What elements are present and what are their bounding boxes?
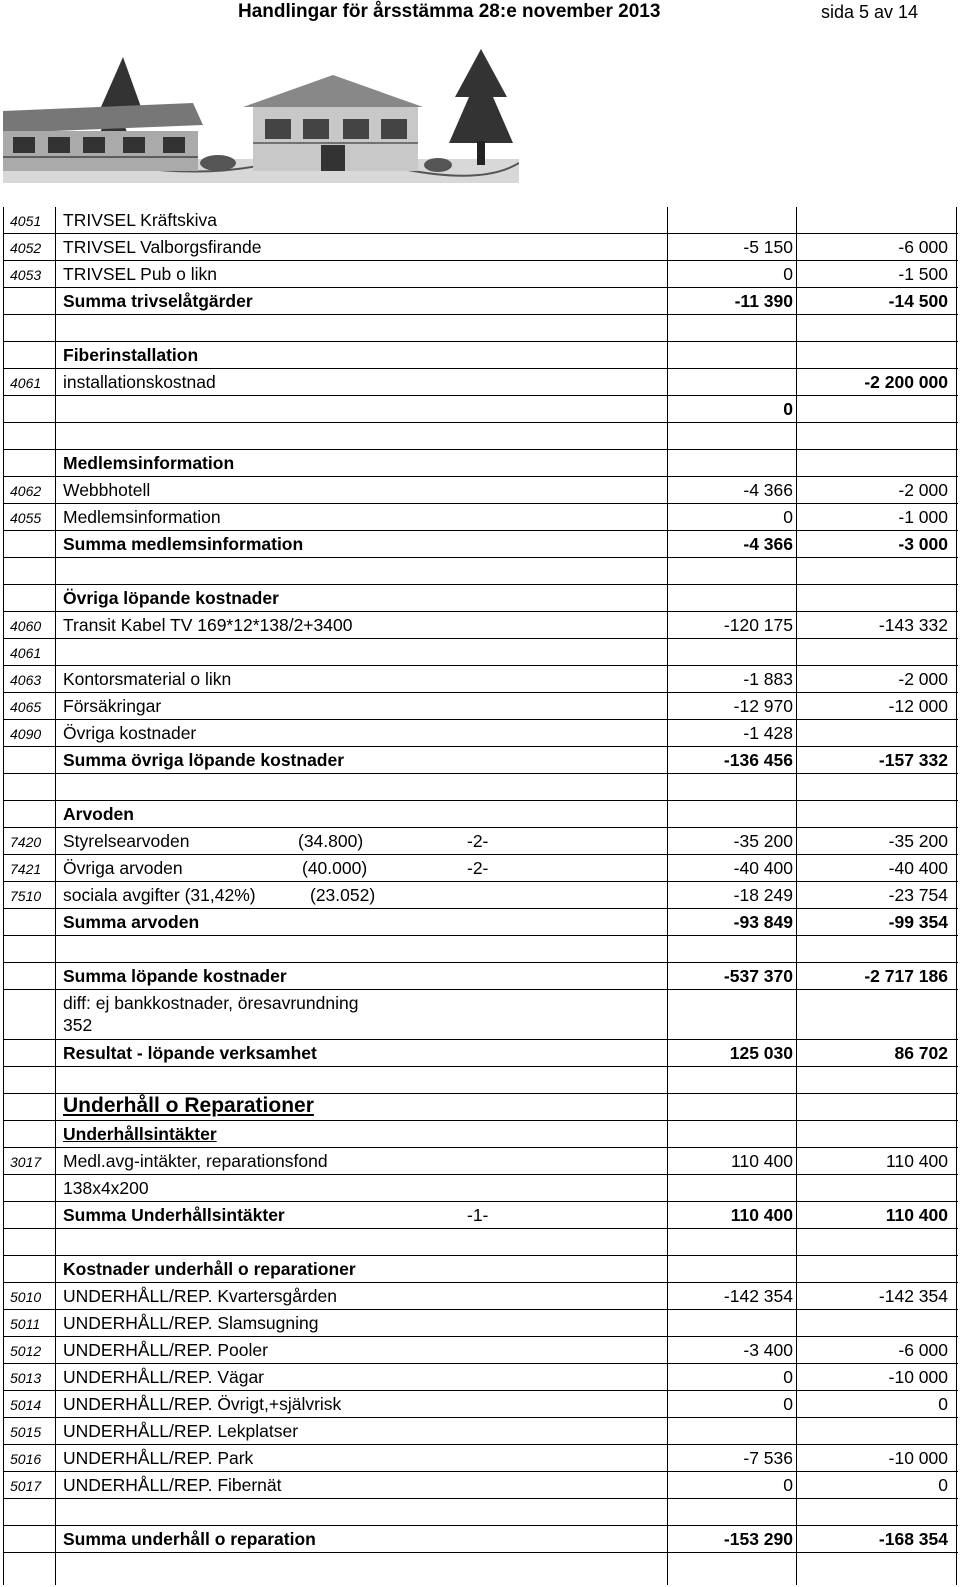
row-description: TRIVSEL Pub o likn: [63, 264, 218, 284]
table-row: [3, 1472, 958, 1499]
account-code: 4062: [10, 483, 42, 499]
outcome-value: 110 400: [730, 1205, 793, 1225]
row-description: Kostnader underhåll o reparationer: [63, 1259, 356, 1279]
table-row: [3, 1418, 958, 1445]
account-code: 7510: [10, 888, 42, 904]
table-row: [3, 1148, 958, 1175]
budget-value: 0: [938, 1475, 948, 1495]
table-row: [3, 207, 958, 234]
budget-value: -14 500: [888, 291, 948, 311]
budget-value: -143 332: [878, 615, 948, 635]
outcome-value: 0: [783, 1367, 793, 1387]
outcome-value: -11 390: [734, 291, 793, 311]
row-description: Övriga löpande kostnader: [63, 588, 279, 608]
row-description: UNDERHÅLL/REP. Slamsugning: [63, 1313, 319, 1333]
account-code: 4063: [10, 672, 42, 688]
outcome-value: -40 400: [733, 858, 793, 878]
table-row: [3, 423, 958, 450]
account-code: 4051: [10, 213, 42, 229]
row-description: Fiberinstallation: [63, 345, 199, 365]
outcome-value: -93 849: [733, 912, 793, 932]
row-description: Underhållsintäkter: [63, 1124, 217, 1144]
budget-value: 110 400: [886, 1151, 948, 1171]
row-description: Medl.avg-intäkter, reparationsfond: [63, 1151, 328, 1171]
row-description: UNDERHÅLL/REP. Park: [63, 1448, 254, 1468]
table-row: [3, 1283, 958, 1310]
budget-value: -168 354: [878, 1529, 948, 1549]
account-code: 5017: [10, 1478, 42, 1494]
table-row: [3, 1229, 958, 1256]
outcome-value: -120 175: [723, 615, 793, 635]
table-row: [3, 720, 958, 747]
outcome-value: 0: [783, 264, 793, 284]
account-code: 5012: [10, 1343, 42, 1359]
account-code: 3017: [10, 1154, 42, 1170]
table-row: [3, 1175, 958, 1202]
housing-sketch-image: [3, 47, 519, 183]
account-code: 4060: [10, 618, 42, 634]
row-description: Summa övriga löpande kostnader: [63, 750, 345, 770]
table-row: [3, 963, 958, 990]
account-code: 5013: [10, 1370, 42, 1386]
row-description-line2: 352: [63, 1015, 93, 1035]
amount-note: (34.800): [298, 831, 364, 851]
table-row: [3, 1337, 958, 1364]
table-row: [3, 855, 958, 882]
outcome-value: 125 030: [729, 1043, 793, 1063]
budget-value: -6 000: [898, 1340, 948, 1360]
account-code: 5010: [10, 1289, 42, 1305]
account-code: 5016: [10, 1451, 42, 1467]
row-description: TRIVSEL Kräftskiva: [63, 210, 217, 230]
budget-value: -2 200 000: [864, 372, 948, 392]
row-description: UNDERHÅLL/REP. Övrigt,+självrisk: [63, 1394, 342, 1414]
table-row: [3, 477, 958, 504]
outcome-value: -136 456: [723, 750, 793, 770]
table-row: [3, 1310, 958, 1337]
outcome-value: 0: [783, 1475, 793, 1495]
row-description: Summa underhåll o reparation: [63, 1529, 316, 1549]
amount-note: (40.000): [302, 858, 368, 878]
row-description: Övriga arvoden: [63, 858, 183, 878]
note-reference: -2-: [467, 858, 489, 878]
table-row: [3, 1094, 958, 1121]
account-code: 4090: [10, 726, 42, 742]
outcome-value: 0: [783, 1394, 793, 1414]
budget-value: -2 000: [898, 669, 948, 689]
table-row: [3, 1121, 958, 1148]
table-row: [3, 1445, 958, 1472]
table-row: [3, 666, 958, 693]
row-description: Summa arvoden: [63, 912, 200, 932]
table-row: [3, 288, 958, 315]
note-reference: -2-: [467, 831, 489, 851]
table-row: [3, 1391, 958, 1418]
table-row: [3, 1067, 958, 1094]
table-row: [3, 801, 958, 828]
budget-value: 0: [938, 1394, 948, 1414]
row-description: installationskostnad: [63, 372, 216, 392]
budget-value: -1 000: [898, 507, 948, 527]
row-description: Webbhotell: [63, 480, 151, 500]
row-description: Medlemsinformation: [63, 507, 221, 527]
budget-value: -10 000: [888, 1448, 948, 1468]
row-description: Underhåll o Reparationer: [63, 1094, 314, 1117]
table-row: [3, 909, 958, 936]
table-row: [3, 1526, 958, 1553]
account-code: 5015: [10, 1424, 42, 1440]
table-row: [3, 315, 958, 342]
account-code: 4065: [10, 699, 42, 715]
row-description: Arvoden: [63, 804, 134, 824]
outcome-value: 0: [783, 399, 793, 419]
table-row: [3, 936, 958, 963]
outcome-value: -35 200: [733, 831, 793, 851]
outcome-value: -4 366: [743, 534, 793, 554]
table-row: [3, 639, 958, 666]
outcome-value: -5 150: [743, 237, 793, 257]
row-description: Kontorsmaterial o likn: [63, 669, 232, 689]
outcome-value: -12 970: [733, 696, 793, 716]
row-description: Medlemsinformation: [63, 453, 235, 473]
budget-value: -2 000: [898, 480, 948, 500]
row-description: Övriga kostnader: [63, 723, 197, 743]
table-row: [3, 504, 958, 531]
row-description: UNDERHÅLL/REP. Pooler: [63, 1340, 268, 1360]
row-description: UNDERHÅLL/REP. Vägar: [63, 1367, 265, 1387]
page-number: sida 5 av 14: [821, 2, 919, 22]
budget-value: -1 500: [898, 264, 948, 284]
outcome-value: -3 400: [743, 1340, 793, 1360]
account-code: 7420: [10, 834, 42, 850]
budget-value: 110 400: [885, 1205, 948, 1225]
budget-value: -35 200: [888, 831, 948, 851]
budget-value: -157 332: [878, 750, 948, 770]
row-description: Summa löpande kostnader: [63, 966, 287, 986]
row-description: Styrelsearvoden: [63, 831, 190, 851]
table-row: [3, 1040, 958, 1067]
account-code: 5014: [10, 1397, 42, 1413]
outcome-value: 110 400: [731, 1151, 793, 1171]
table-row: [3, 234, 958, 261]
budget-value: -6 000: [898, 237, 948, 257]
outcome-value: -142 354: [723, 1286, 793, 1306]
budget-value: -142 354: [878, 1286, 948, 1306]
account-code: 4061: [10, 645, 42, 661]
table-row: [3, 261, 958, 288]
outcome-value: -537 370: [723, 966, 793, 986]
table-row: [3, 369, 958, 396]
ledger-table: [3, 207, 958, 1585]
row-description: Summa medlemsinformation: [63, 534, 304, 554]
outcome-value: -1 883: [743, 669, 793, 689]
outcome-value: 0: [783, 507, 793, 527]
account-code: 4052: [10, 240, 42, 256]
row-description: UNDERHÅLL/REP. Lekplatser: [63, 1421, 299, 1441]
table-row: [3, 990, 958, 1040]
row-description: 138x4x200: [63, 1178, 149, 1198]
table-row: [3, 1202, 958, 1229]
note-reference: -1-: [467, 1205, 489, 1225]
row-description: sociala avgifter (31,42%): [63, 885, 256, 905]
row-description: UNDERHÅLL/REP. Kvartersgården: [63, 1286, 337, 1306]
budget-value: -10 000: [888, 1367, 948, 1387]
outcome-value: -4 366: [743, 480, 793, 500]
row-description: Summa trivselåtgärder: [63, 291, 253, 311]
budget-value: 86 702: [894, 1043, 948, 1063]
table-row: [3, 558, 958, 585]
row-description: Transit Kabel TV 169*12*138/2+3400: [63, 615, 353, 635]
row-description: diff: ej bankkostnader, öresavrundning: [63, 993, 359, 1013]
table-row: [3, 1499, 958, 1526]
budget-value: -12 000: [888, 696, 948, 716]
account-code: 4061: [10, 375, 42, 391]
table-row: [3, 450, 958, 477]
budget-value: -99 354: [888, 912, 948, 932]
outcome-value: -7 536: [743, 1448, 793, 1468]
outcome-value: -1 428: [743, 723, 793, 743]
account-code: 7421: [10, 861, 42, 877]
row-description: UNDERHÅLL/REP. Fibernät: [63, 1475, 282, 1495]
table-row: [3, 1364, 958, 1391]
table-row: [3, 828, 958, 855]
row-description: TRIVSEL Valborgsfirande: [63, 237, 262, 257]
row-description: Försäkringar: [63, 696, 162, 716]
budget-value: -40 400: [888, 858, 948, 878]
document-title: Handlingar för årsstämma 28:e november 2013: [238, 1, 661, 22]
account-code: 4053: [10, 267, 42, 283]
row-description: Summa Underhållsintäkter: [63, 1205, 285, 1225]
account-code: 5011: [10, 1316, 41, 1332]
table-row: [3, 342, 958, 369]
account-code: 4055: [10, 510, 42, 526]
outcome-value: -18 249: [733, 885, 793, 905]
table-row: [3, 396, 958, 423]
table-row: [3, 774, 958, 801]
budget-value: -2 717 186: [864, 966, 948, 986]
table-row: [3, 693, 958, 720]
table-row: [3, 882, 958, 909]
table-row: [3, 747, 958, 774]
table-row: [3, 1256, 958, 1283]
row-description: Resultat - löpande verksamhet: [63, 1043, 317, 1063]
budget-value: -23 754: [888, 885, 948, 905]
table-row: [3, 612, 958, 639]
outcome-value: -153 290: [723, 1529, 793, 1549]
table-row: [3, 531, 958, 558]
amount-note: (23.052): [310, 885, 376, 905]
budget-value: -3 000: [898, 534, 948, 554]
table-row: [3, 585, 958, 612]
page-header: [0, 0, 960, 26]
